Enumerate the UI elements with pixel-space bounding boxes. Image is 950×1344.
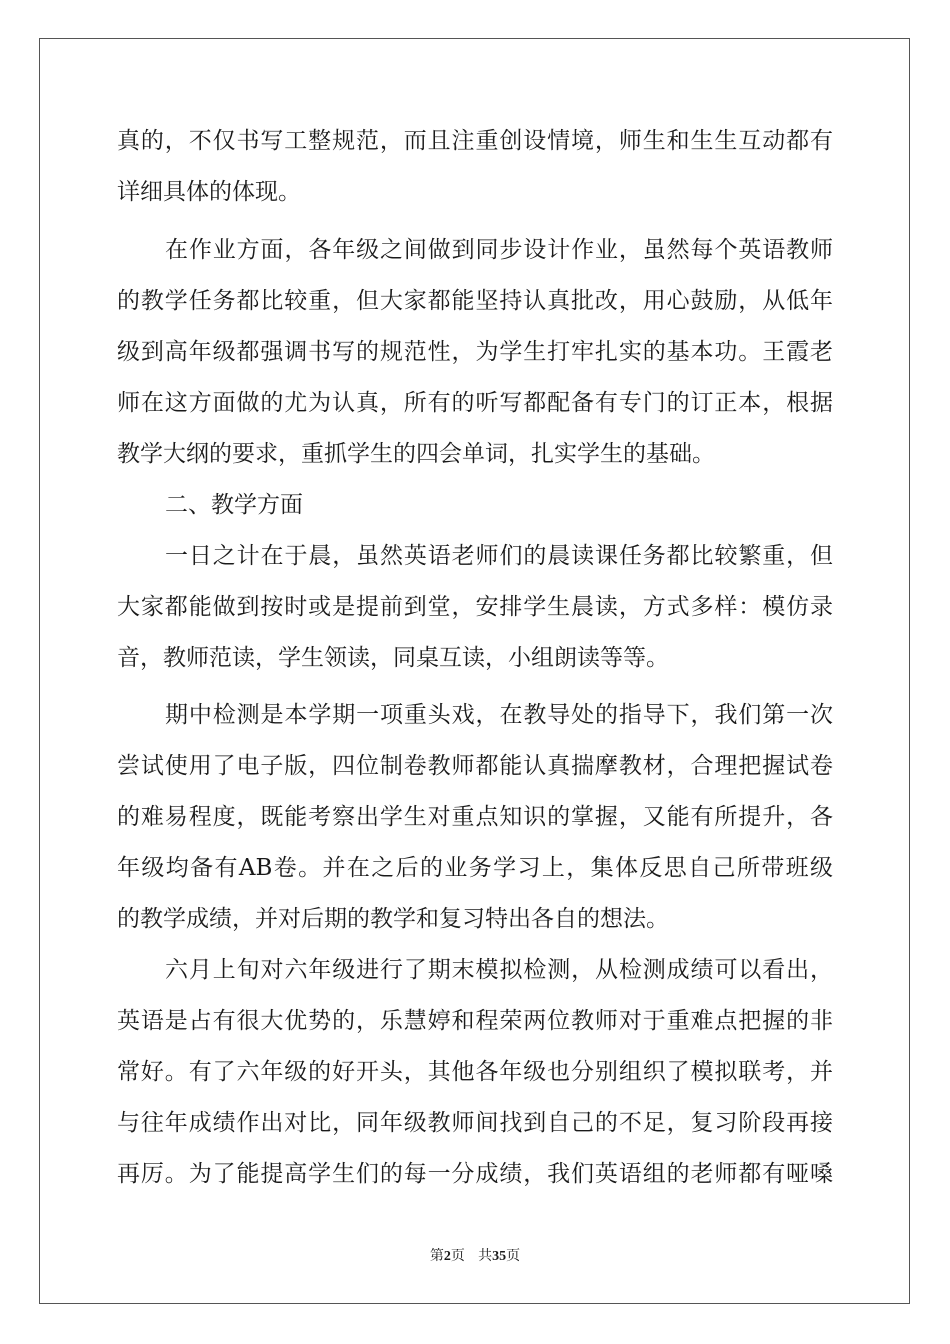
text-line: 级到高年级都强调书写的规范性，为学生打牢扎实的基本功。王霞老 — [117, 339, 833, 365]
section-heading: 二、教学方面 — [165, 492, 303, 518]
text-line: 再厉。为了能提高学生们的每一分成绩，我们英语组的老师都有哑嗓 — [117, 1161, 833, 1187]
text-line: 常好。有了六年级的好开头，其他各年级也分别组织了模拟联考，并 — [117, 1059, 833, 1085]
page-total: 35 — [492, 1249, 507, 1264]
text-line: 年级均备有AB卷。并在之后的业务学习上，集体反思自己所带班级 — [117, 855, 833, 881]
text-line: 期中检测是本学期一项重头戏，在教导处的指导下，我们第一次 — [165, 702, 833, 728]
text-line: 的教学任务都比较重，但大家都能坚持认真批改，用心鼓励，从低年 — [117, 288, 833, 314]
text-line: 尝试使用了电子版，四位制卷教师都能认真揣摩教材，合理把握试卷 — [117, 753, 833, 779]
page-footer — [0, 1246, 950, 1267]
text-line: 与往年成绩作出对比，同年级教师间找到自己的不足，复习阶段再接 — [117, 1110, 833, 1136]
page-unit: 页 — [450, 1248, 465, 1264]
text-line: 教学大纲的要求，重抓学生的四会单词，扎实学生的基础。 — [117, 441, 715, 467]
page-prefix: 第 — [429, 1248, 444, 1264]
total-unit: 页 — [506, 1248, 521, 1264]
text-line: 在作业方面，各年级之间做到同步设计作业，虽然每个英语教师 — [165, 237, 833, 263]
text-line: 一日之计在于晨，虽然英语老师们的晨读课任务都比较繁重，但 — [165, 543, 833, 569]
text-line: 六月上旬对六年级进行了期末模拟检测，从检测成绩可以看出， — [165, 957, 833, 983]
text-line: 师在这方面做的尤为认真，所有的听写都配备有专门的订正本，根据 — [117, 390, 833, 416]
text-line: 详细具体的体现。 — [117, 179, 301, 205]
text-line: 的难易程度，既能考察出学生对重点知识的掌握，又能有所提升，各 — [117, 804, 833, 830]
text-line: 大家都能做到按时或是提前到堂，安排学生晨读，方式多样：模仿录 — [117, 594, 833, 620]
text-line: 音，教师范读，学生领读，同桌互读，小组朗读等等。 — [117, 645, 669, 671]
text-line: 真的，不仅书写工整规范，而且注重创设情境，师生和生生互动都有 — [117, 128, 833, 154]
total-prefix: 共 — [478, 1248, 493, 1264]
text-line: 的教学成绩，并对后期的教学和复习特出各自的想法。 — [117, 906, 669, 932]
text-line: 英语是占有很大优势的，乐慧婷和程荣两位教师对于重难点把握的非 — [117, 1008, 833, 1034]
page-current: 2 — [443, 1249, 451, 1264]
